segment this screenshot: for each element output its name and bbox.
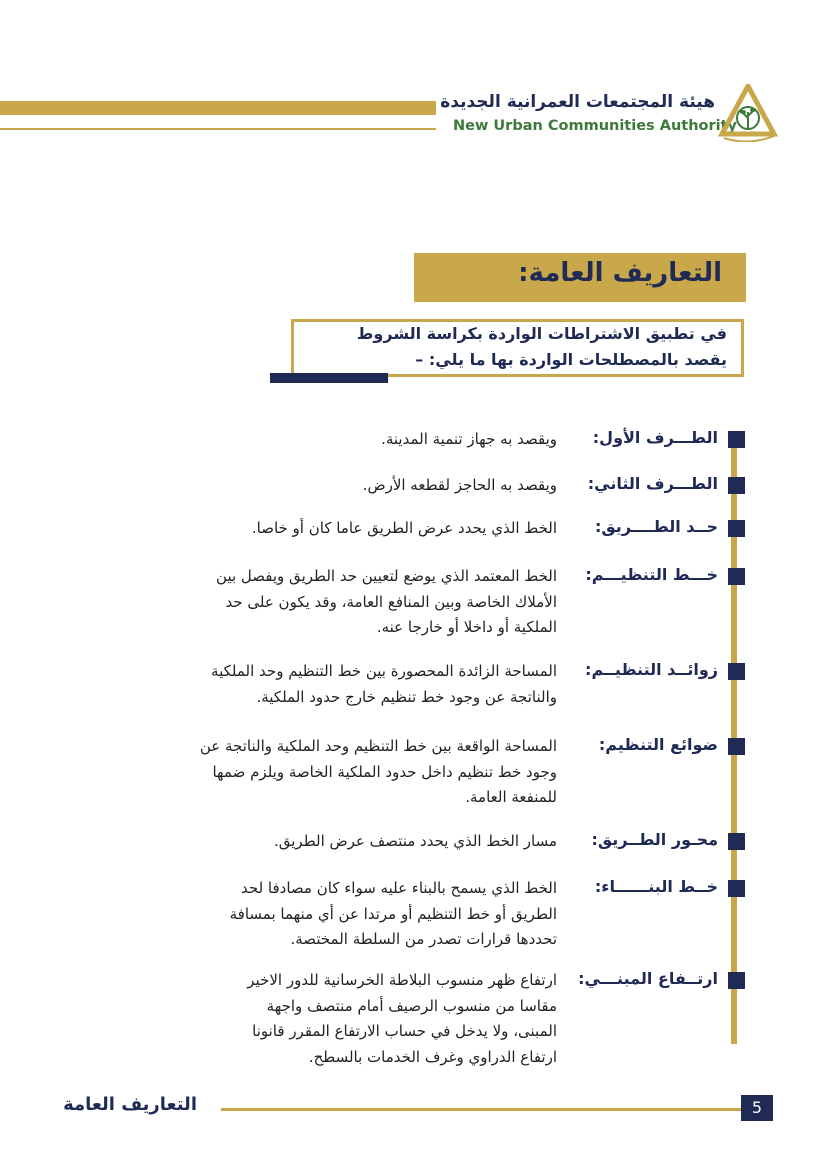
definition-term: ارتــفاع المبنـــي: (578, 969, 718, 988)
definition-term: خــط البنــــــاء: (594, 877, 718, 896)
definition-line: الملكية أو داخلا أو خارجا عنه. (376, 618, 557, 636)
definition-line: ارتفاع الدراوي وغرف الخدمات بالسطح. (308, 1047, 557, 1066)
intro-text-line-2: يقصد بالمصطلحات الواردة بها ما يلي: – (415, 350, 727, 369)
header-gold-line (0, 128, 436, 130)
intro-text-line-1: في تطبيق الاشتراطات الواردة بكراسة الشروط (356, 324, 727, 343)
definition-description (97, 659, 557, 710)
definition-line: وجود خط تنظيم داخل حدود الملكية الخاصة ويلزم ضمها (212, 762, 557, 781)
definition-term: زوائــد التنظيــم: (585, 660, 718, 679)
definition-marker-icon (728, 568, 745, 585)
definition-description (97, 829, 557, 855)
definition-term: خـــط التنظيـــم: (585, 565, 718, 584)
definition-line: تحددها قرارات تصدر من السلطة المختصة. (290, 930, 557, 948)
definition-line: المساحة الواقعة بين خط التنظيم وحد الملكية والناتجة عن (199, 737, 557, 755)
definition-marker-icon (728, 477, 745, 494)
definition-line: ويقصد به جهاز تنمية المدينة. (381, 430, 557, 448)
org-name-english: New Urban Communities Authority (453, 118, 737, 134)
definition-term: حــد الطــــريق: (594, 517, 718, 536)
definition-line: الأملاك الخاصة وبين المنافع العامة، وقد يكون على حد (225, 592, 557, 611)
definition-marker-icon (728, 880, 745, 897)
org-name-arabic: هيئة المجتمعات العمرانية الجديدة (440, 92, 715, 112)
definition-marker-icon (728, 520, 745, 537)
definition-line: المساحة الزائدة المحصورة بين خط التنظيم وحد الملكية (211, 662, 557, 680)
definition-marker-icon (728, 431, 745, 448)
definition-marker-icon (728, 663, 745, 680)
definition-description (97, 473, 557, 499)
definition-term: ضوائع التنظيم: (598, 735, 718, 754)
definition-line: مسار الخط الذي يحدد منتصف عرض الطريق. (273, 832, 557, 850)
definition-line: المبنى، ولا يدخل في حساب الارتفاع المقرر قانونا (252, 1022, 557, 1040)
definition-description (97, 734, 557, 811)
definition-line: ويقصد به الحاجز لقطعه الأرض. (362, 476, 557, 494)
definition-marker-icon (728, 738, 745, 755)
header-gold-bar (0, 101, 436, 115)
definition-description (97, 968, 557, 1070)
definition-line: الخط الذي يسمح بالبناء عليه سواء كان مصادفا لحد (241, 879, 557, 897)
definition-marker-icon (728, 972, 745, 989)
page-number: 5 (741, 1095, 773, 1121)
footer-gold-line (221, 1108, 741, 1111)
definition-description (97, 427, 557, 453)
definition-description (97, 564, 557, 641)
definition-description (97, 876, 557, 953)
definition-term: محـور الطــريق: (591, 830, 718, 849)
definition-description (97, 516, 557, 542)
definition-marker-icon (728, 833, 745, 850)
definition-line: ارتفاع ظهر منسوب البلاطة الخرسانية للدور الاخير (247, 971, 557, 989)
definition-line: مقاسا من منسوب الرصيف أمام منتصف واجهة (266, 996, 557, 1015)
definition-line: للمنفعة العامة. (465, 788, 557, 806)
definition-term: الطـــرف الثاني: (587, 474, 718, 493)
definition-line: الخط المعتمد الذي يوضع لتعيين حد الطريق ويفصل بين (216, 567, 557, 585)
nuca-logo-icon (718, 84, 778, 142)
definition-line: والناتجة عن وجود خط تنظيم خارج حدود الملكية. (256, 687, 557, 706)
definition-line: الطريق أو خط التنظيم أو مرتدا عن أي منهما بمسافة (229, 904, 557, 923)
definition-term: الطـــرف الأول: (592, 428, 718, 447)
intro-accent-bar (270, 373, 388, 383)
section-title: التعاريف العامة: (518, 258, 722, 288)
footer-title: التعاريف العامة (63, 1094, 197, 1115)
definition-line: الخط الذي يحدد عرض الطريق عاما كان أو خاصا. (251, 519, 557, 537)
